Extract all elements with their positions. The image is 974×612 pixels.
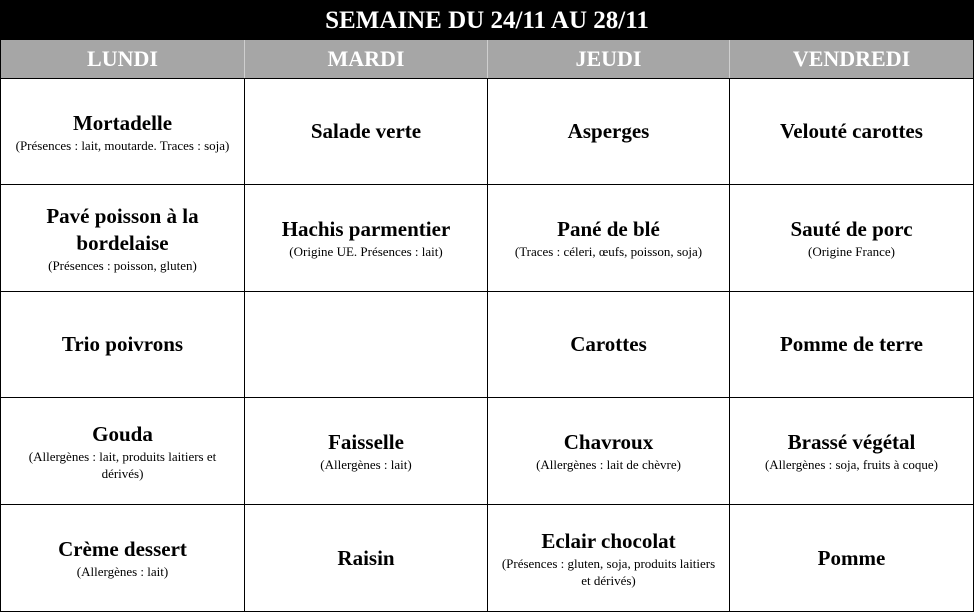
menu-cell xyxy=(488,505,730,611)
dish-name: Pavé poisson à la bordelaise xyxy=(46,203,199,255)
dish-name: Hachis parmentier xyxy=(281,217,451,241)
menu-cell xyxy=(730,398,973,505)
dish-note: (Allergènes : lait) xyxy=(76,564,169,579)
dish-name: Carottes xyxy=(570,332,647,356)
dish-name: Velouté carottes xyxy=(780,119,923,143)
dish-name: Trio poivrons xyxy=(61,332,184,356)
dish-note: (Allergènes : lait) xyxy=(320,457,412,472)
dish-name: Asperges xyxy=(567,119,650,143)
menu-cell xyxy=(730,185,973,292)
dish-name: Gouda xyxy=(92,421,153,446)
dish-name: Chavroux xyxy=(563,430,654,454)
dish-name: Sauté de porc xyxy=(790,217,913,241)
menu-cell xyxy=(1,185,245,292)
menu-cell xyxy=(245,505,488,611)
menu-cell xyxy=(730,292,973,398)
menu-grid xyxy=(1,79,973,611)
menu-cell xyxy=(488,185,730,292)
dish-name: Raisin xyxy=(337,545,395,570)
day-header-monday: LUNDI xyxy=(1,40,245,78)
dish-name: Pomme xyxy=(817,545,886,570)
dish-note: (Allergènes : lait de chèvre) xyxy=(536,457,681,472)
menu-cell xyxy=(245,79,488,185)
menu-cell xyxy=(488,292,730,398)
dish-note: (Traces : céleri, œufs, poisson, soja) xyxy=(514,244,703,259)
menu-cell xyxy=(488,398,730,505)
day-header-tuesday: MARDI xyxy=(245,40,488,78)
menu-cell xyxy=(1,505,245,611)
week-title: SEMAINE DU 24/11 AU 28/11 xyxy=(1,1,973,40)
day-header-friday: VENDREDI xyxy=(792,46,911,71)
dish-name: Crème dessert xyxy=(58,537,187,561)
menu-cell xyxy=(488,79,730,185)
menu-cell xyxy=(1,79,245,185)
dish-note: (Présences : lait, moutarde. Traces : soja) xyxy=(15,137,230,153)
menu-cell xyxy=(245,185,488,292)
menu-cell xyxy=(1,292,245,398)
dish-note: (Origine France) xyxy=(808,244,895,259)
dish-note: (Origine UE. Présences : lait) xyxy=(289,244,443,259)
menu-cell xyxy=(245,292,488,398)
dish-name: Eclair chocolat xyxy=(541,528,676,553)
dish-name: Faisselle xyxy=(328,430,404,454)
menu-cell xyxy=(245,398,488,505)
dish-note: (Allergènes : lait, produits laitiers et dérivés) xyxy=(28,448,217,481)
dish-note: (Allergènes : soja, fruits à coque) xyxy=(764,457,939,472)
menu-cell xyxy=(730,79,973,185)
dish-name: Pané de blé xyxy=(557,217,660,241)
dish-note: (Présences : gluten, soja, produits laitiers et dérivés) xyxy=(501,555,716,588)
day-header-row xyxy=(1,40,973,79)
dish-note: (Présences : poisson, gluten) xyxy=(48,257,197,273)
dish-name: Pomme de terre xyxy=(779,332,924,356)
dish-name: Mortadelle xyxy=(72,110,173,135)
day-header-thursday: JEUDI xyxy=(488,40,730,78)
dish-name: Brassé végétal xyxy=(787,430,916,454)
menu-cell xyxy=(730,505,973,611)
menu-cell xyxy=(1,398,245,505)
dish-name: Salade verte xyxy=(310,119,422,143)
